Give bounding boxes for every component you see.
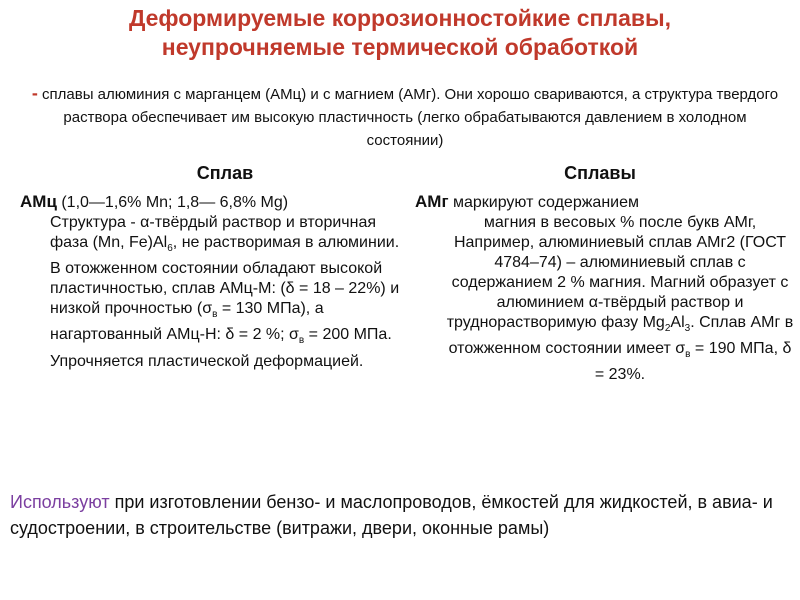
amg-lead [415,192,795,213]
right-column-heading: Сплавы [564,163,636,183]
amc-sub-1: 6 [167,243,173,255]
slide-title [0,4,800,62]
amc-text-4: = 200 МПа. Упрочняется пластической деформацией. [50,326,392,370]
intro-dash: - [31,83,38,103]
amc-text-3: = 130 МПа), а нагартованный АМц-Н: δ = 2 %; σ [50,300,324,344]
amg-text-4: = 190 МПа, δ = 23%. [594,340,792,384]
amc-sub-3: в [298,335,305,347]
usage-paragraph [10,489,790,541]
amg-lead-text: маркируют содержанием [448,194,639,211]
amg-description [415,213,795,385]
amg-sub-3: в [685,349,691,361]
title-line-2: неупрочняемые термической обработкой [161,34,639,60]
left-column [20,192,405,372]
usage-text: при изготовлении бензо- и маслопроводов, ёмкостей для жидкостей, в авиа- и судостроении, в строительстве (витражи, двери, оконные рамы) [10,492,773,538]
intro-paragraph [30,82,780,152]
amc-sub-2: в [212,309,218,321]
amg-sub-1: 2 [664,323,671,335]
amc-composition: (1,0—1,6% Mn; 1,8— 6,8% Mg) [61,194,289,211]
amc-text-1: Структура - α-твёрдый раствор и вторичная фаза (Mn, Fe)Al [50,214,377,251]
amc-description [20,213,405,372]
amg-sub-2: 3 [684,323,691,335]
left-column-heading: Сплав [196,163,254,183]
amg-text-1: магния в весовых % после букв АМг, Например, алюминиевый сплав АМг2 (ГОСТ 4784–74) – алюминиевый сплав с содержанием 2 % магния. Магний образует с алюминием α-твёрдый раствор и труднорастворимую фазу Mg [446,214,789,331]
amg-text-3: . Сплав АМг в отожженном состоянии имеет σ [448,314,794,358]
amc-text-2: , не растворимая в алюминии. В отожженном состоянии обладают высокой пластичностью, сплав АМц-М: (δ = 18 – 22%) и низкой прочностью (σ [50,234,400,318]
amc-name: АМц [20,192,57,211]
intro-text: сплавы алюминия с марганцем (АМц) и с магнием (АМг). Они хорошо свариваются, а структура твердого раствора обеспечивает им высокую пластичность (легко обрабатываются давлением в холодном состоянии) [37,86,779,149]
amc-lead [20,192,405,213]
right-column [415,192,795,385]
amg-text-2: Al [670,314,685,331]
usage-accent: Используют [10,492,110,512]
title-line-1: Деформируемые коррозионностойкие сплавы, [128,5,672,31]
amg-name: АМг [415,192,449,211]
